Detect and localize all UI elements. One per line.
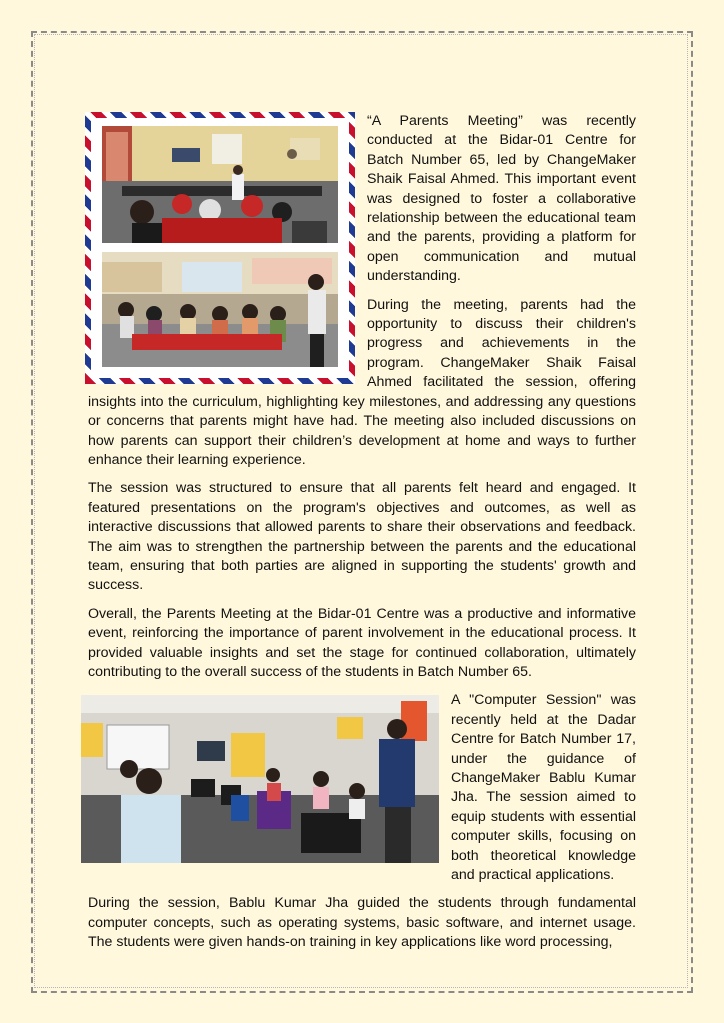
paragraph-6: During the session, Bablu Kumar Jha guided the students through fundamental computer concepts, such as operating systems, basic software, and internet usage. The students were given hands-on training in key applications like word processing, — [88, 895, 636, 951]
paragraph-2: During the meeting, parents had the opportunity to discuss their children's progress and achievements in the program. ChangeMaker Shaik Faisal Ahmed facilitated the session, offering insights into the curriculum, highlighting key milestones, and addressing any questions or concerns that parents might have had. The meeting also included discussions on how parents can support their children’s development at home and ways to further enhance their learning experience. — [88, 296, 636, 468]
paragraph-4: Overall, the Parents Meeting at the Bidar-01 Centre was a productive and informative event, reinforcing the importance of parent involvement in the educational process. It provided valuable insights and set the stage for continued collaboration, ultimately contributing to the overall success of the students in Batch Number 65. — [88, 605, 636, 680]
paragraph-1: “A Parents Meeting” was recently conducted at the Bidar-01 Centre for Batch Number 65, led by ChangeMaker Shaik Faisal Ahmed. This important event was designed to foster a collaborative relationship between the educational team and the parents, providing a platform for open communication and mutual understanding. — [367, 113, 636, 285]
article-body — [88, 112, 636, 962]
parents-meeting-photo-1 — [102, 126, 338, 243]
paragraph-5: A "Computer Session" was recently held at the Dadar Centre for Batch Number 17, under the guidance of ChangeMaker Bablu Kumar Jha. The session aimed to equip students with essential computer skills, focusing on both theoretical knowledge and practical applications. — [451, 692, 636, 884]
airmail-photo-frame — [85, 112, 355, 384]
computer-session-photo — [81, 695, 439, 863]
paragraph-3: The session was structured to ensure that all parents felt heard and engaged. It featured presentations on the program's objectives and outcomes, as well as interactive discussions that allowed parents to share their observations and feedback. The aim was to strengthen the partnership between the parents and the educational team, ensuring that both parties are aligned in supporting the students' growth and success. — [88, 480, 636, 594]
parents-meeting-photo-2 — [102, 252, 338, 367]
